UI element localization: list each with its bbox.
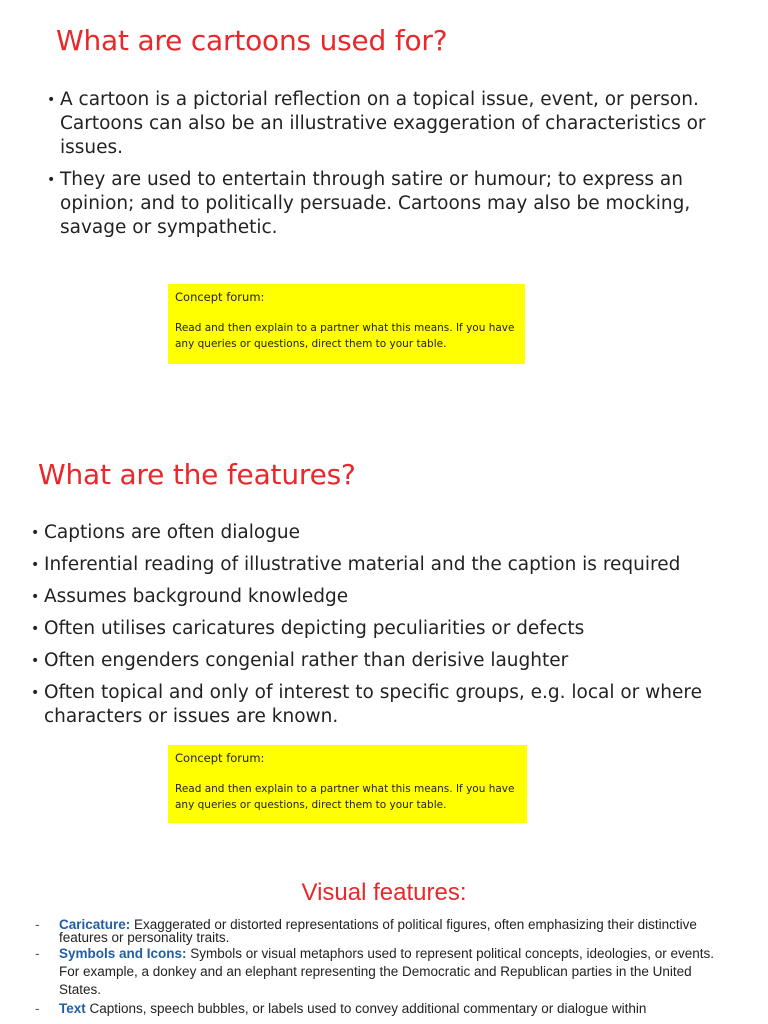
concept-forum-box (168, 284, 525, 364)
term-label: Text (59, 1001, 86, 1016)
list-item (31, 585, 744, 609)
list-item-text: Often topical and only of interest to specific groups, e.g. local or where characters or issues are known. (44, 682, 702, 727)
term-label: Symbols and Icons: (59, 946, 187, 961)
list-item (31, 617, 744, 641)
list-item-text: Captions are often dialogue (44, 522, 301, 543)
list-item (31, 649, 744, 673)
list-item (31, 521, 744, 545)
list-item-text: Often engenders congenial rather than derisive laughter (44, 650, 569, 671)
dash-icon: - (35, 1001, 40, 1016)
bullet-icon: • (31, 653, 40, 669)
list-item (47, 88, 720, 160)
list-item (31, 553, 744, 577)
list-item (31, 681, 744, 729)
list-item-text: Assumes background knowledge (44, 586, 349, 607)
concept-forum-title: Concept forum: (175, 290, 265, 304)
list-item-text: They are used to entertain through satire or humour; to express an opinion; and to politically persuade. Cartoons may also be mocking, savage or sympathetic. (60, 169, 691, 238)
visual-features-list (35, 917, 731, 1019)
bullet-icon: • (47, 172, 56, 188)
term-label: Caricature: (59, 917, 131, 932)
list-item-text: Often utilises caricatures depicting peculiarities or defects (44, 618, 585, 639)
list-item (35, 945, 731, 999)
term-description: Captions, speech bubbles, or labels used to convey additional commentary or dialogue within (85, 1001, 647, 1016)
bullet-icon: • (31, 621, 40, 637)
concept-forum-box (168, 745, 527, 823)
term-description: Symbols or visual metaphors used to represent political concepts, ideologies, or events. For example, a donkey and an elephant representing the Democratic and Republican parties in the United States. (59, 946, 715, 997)
uses-list (47, 88, 720, 248)
concept-forum-body: Read and then explain to a partner what this means. If you have any queries or questions, direct them to your table. (175, 322, 515, 350)
list-item (47, 168, 720, 240)
bullet-icon: • (31, 525, 40, 541)
section-title-visual-features: Visual features: (301, 879, 467, 906)
concept-forum-body: Read and then explain to a partner what this means. If you have any queries or questions, direct them to your table. (175, 783, 515, 811)
dash-icon: - (35, 917, 40, 932)
bullet-icon: • (47, 92, 56, 108)
term-description: Exaggerated or distorted representations of political figures, often emphasizing their distinctive features or personality traits. (59, 917, 697, 945)
list-item-text: A cartoon is a pictorial reflection on a topical issue, event, or person. Cartoons can also be an illustrative exaggeration of characteristics or issues. (60, 89, 706, 158)
list-item-text: Inferential reading of illustrative material and the caption is required (44, 554, 681, 575)
section-title-uses: What are cartoons used for? (56, 24, 448, 57)
features-list (31, 521, 744, 737)
bullet-icon: • (31, 589, 40, 605)
concept-forum-title: Concept forum: (175, 751, 265, 765)
bullet-icon: • (31, 557, 40, 573)
section-title-features: What are the features? (38, 458, 356, 491)
list-item (35, 917, 731, 945)
dash-icon: - (35, 946, 40, 961)
list-item (35, 1000, 731, 1018)
bullet-icon: • (31, 685, 40, 701)
